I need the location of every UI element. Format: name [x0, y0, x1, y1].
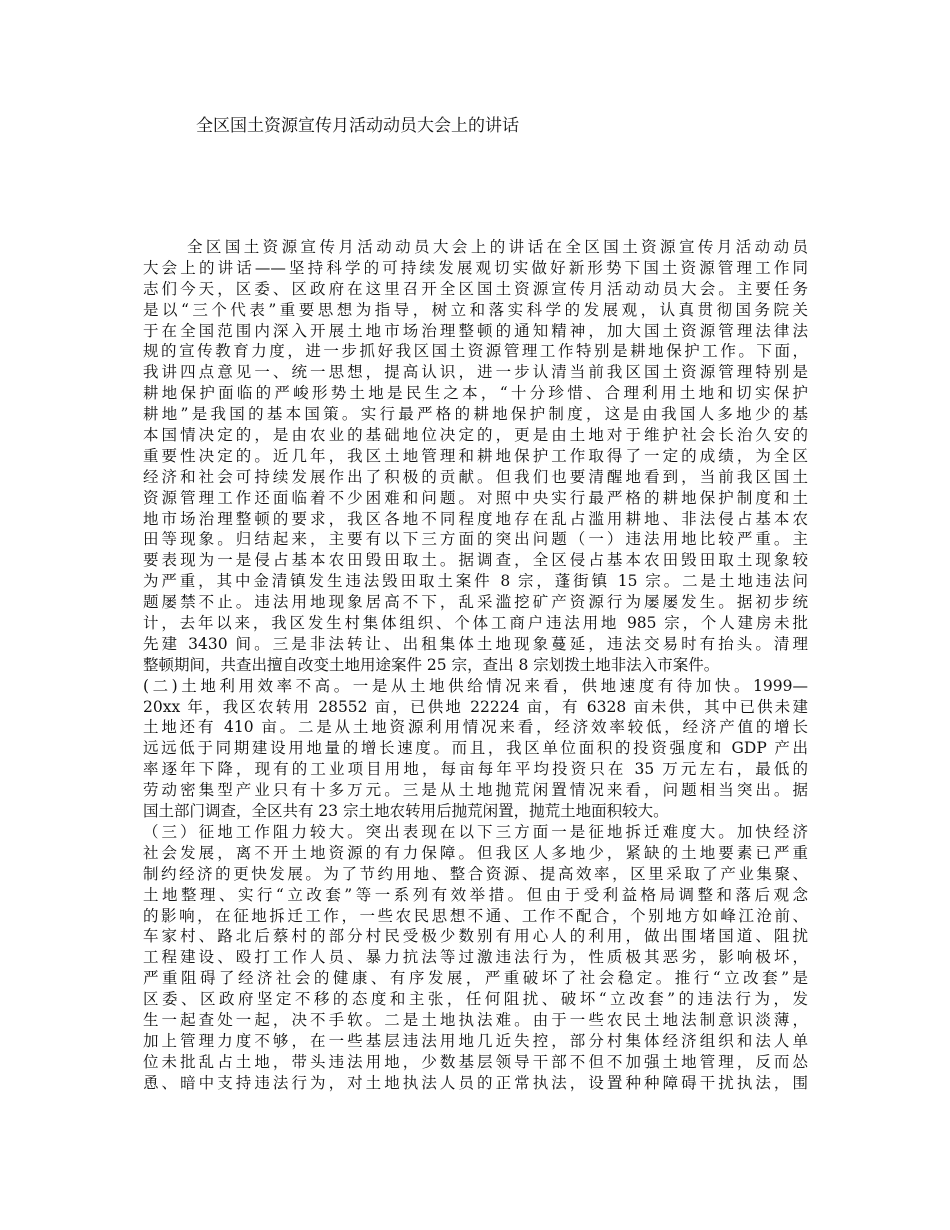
document-body	[143, 237, 808, 1094]
body-line: 社会发展，离不开土地资源的有力保障。但我区人多地少，紧缺的土地要素已严重	[143, 843, 808, 862]
body-line: 土地整理、实行“立改套”等一系列有效举措。但由于受利益格局调整和落后观念	[143, 885, 808, 904]
body-line: 资源管理工作还面临着不少困难和问题。对照中央实行最严格的耕地保护制度和土	[143, 488, 808, 507]
body-line: 车家村、路北后蔡村的部分村民受极少数别有用心人的利用，做出围堵国道、阻扰	[143, 927, 808, 946]
body-line: 位未批乱占土地，带头违法用地，少数基层领导干部不但不加强土地管理，反而怂	[143, 1052, 808, 1071]
body-line: 全区国土资源宣传月活动动员大会上的讲话在全区国土资源宣传月活动动员	[187, 238, 808, 256]
body-line: 20xx 年，我区农转用 28552 亩，已供地 22224 亩，有 6328 亩未供，其中已供未建	[143, 697, 808, 716]
body-line: 规的宣传教育力度，进一步抓好我区国土资源管理工作特别是耕地保护工作。下面，	[143, 342, 808, 361]
body-line: 重要性决定的。近几年，我区土地管理和耕地保护工作取得了一定的成绩，为全区	[143, 446, 808, 465]
body-line: 生一起查处一起，决不手软。二是土地执法难。由于一些农民土地法制意识淡薄，	[143, 1010, 808, 1029]
body-line: 劳动密集型产业只有十多万元。三是从土地抛荒闲置情况来看，问题相当突出。据	[143, 781, 808, 800]
body-line: 耕地保护面临的严峻形势土地是民生之本，“十分珍惜、合理利用土地和切实保护	[143, 384, 808, 403]
body-line: 大会上的讲话——坚持科学的可持续发展观切实做好新形势下国土资源管理工作同	[143, 258, 808, 277]
body-line: 的影响，在征地拆迁工作，一些农民思想不通、工作不配合，个别地方如峰江沧前、	[143, 906, 808, 925]
body-line: 制约经济的更快发展。为了节约用地、整合资源、提高效率，区里采取了产业集聚、	[143, 864, 808, 883]
body-line: 计，去年以来，我区发生村集体组织、个体工商户违法用地 985 宗，个人建房未批	[143, 614, 808, 633]
body-line: 田等现象。归结起来，主要有以下三方面的突出问题（一）违法用地比较严重。主	[143, 530, 808, 549]
body-line: 于在全国范围内深入开展土地市场治理整顿的通知精神，加大国土资源管理法律法	[143, 321, 808, 340]
body-line: 题屡禁不止。违法用地现象居高不下，乱采滥挖矿产资源行为屡屡发生。据初步统	[143, 593, 808, 612]
body-line: 地市场治理整顿的要求，我区各地不同程度地存在乱占滥用耕地、非法侵占基本农	[143, 509, 808, 528]
body-line: 远远低于同期建设用地量的增长速度。而且，我区单位面积的投资强度和 GDP 产出	[143, 739, 808, 758]
body-line: 耕地”是我国的基本国策。实行最严格的耕地保护制度，这是由我国人多地少的基	[143, 405, 808, 424]
body-line: (二)土地利用效率不高。一是从土地供给情况来看，供地速度有待加快。1999—	[143, 676, 808, 695]
body-line: 志们今天，区委、区政府在这里召开全区国土资源宣传月活动动员大会。主要任务	[143, 279, 808, 298]
body-line: 率逐年下降，现有的工业项目用地，每亩每年平均投资只在 35 万元左右，最低的	[143, 760, 808, 779]
body-line: 先建 3430 间。三是非法转让、出租集体土地现象蔓延，违法交易时有抬头。清理	[143, 634, 808, 653]
body-line: 严重阻碍了经济社会的健康、有序发展，严重破坏了社会稳定。推行“立改套”是	[143, 969, 808, 988]
body-line: 恿、暗中支持违法行为，对土地执法人员的正常执法，设置种种障碍干扰执法，围	[143, 1073, 808, 1092]
body-line: 要表现为一是侵占基本农田毁田取土。据调查，全区侵占基本农田毁田取土现象较	[143, 551, 808, 570]
document-title: 全区国土资源宣传月活动动员大会上的讲话	[196, 116, 519, 136]
body-line: 国土部门调查，全区共有 23 宗土地农转用后抛荒闲置，抛荒土地面积较大。	[143, 802, 669, 821]
body-line: 工程建设、殴打工作人员、暴力抗法等过激违法行为，性质极其恶劣，影响极坏，	[143, 948, 808, 967]
body-line: 土地还有 410 亩。二是从土地资源利用情况来看，经济效率较低，经济产值的增长	[143, 718, 808, 737]
body-line: （三）征地工作阻力较大。突出表现在以下三方面一是征地拆迁难度大。加快经济	[143, 822, 808, 841]
body-line: 本国情决定的，是由农业的基础地位决定的，更是由土地对于维护社会长治久安的	[143, 426, 808, 445]
body-line: 整顿期间，共查出擅自改变土地用途案件 25 宗，查出 8 宗划拨土地非法入市案件。	[143, 655, 720, 674]
body-line: 区委、区政府坚定不移的态度和主张，任何阻扰、破坏“立改套”的违法行为，发	[143, 990, 808, 1009]
body-line: 为严重，其中金清镇发生违法毁田取土案件 8 宗，蓬街镇 15 宗。二是土地违法问	[143, 572, 808, 591]
body-line: 加上管理力度不够，在一些基层违法用地几近失控，部分村集体经济组织和法人单	[143, 1031, 808, 1050]
body-line: 经济和社会可持续发展作出了积极的贡献。但我们也要清醒地看到，当前我区国土	[143, 467, 808, 486]
body-line: 是以“三个代表”重要思想为指导，树立和落实科学的发展观，认真贯彻国务院关	[143, 300, 808, 319]
body-line: 我讲四点意见一、统一思想，提高认识，进一步认清当前我区国土资源管理特别是	[143, 363, 808, 382]
